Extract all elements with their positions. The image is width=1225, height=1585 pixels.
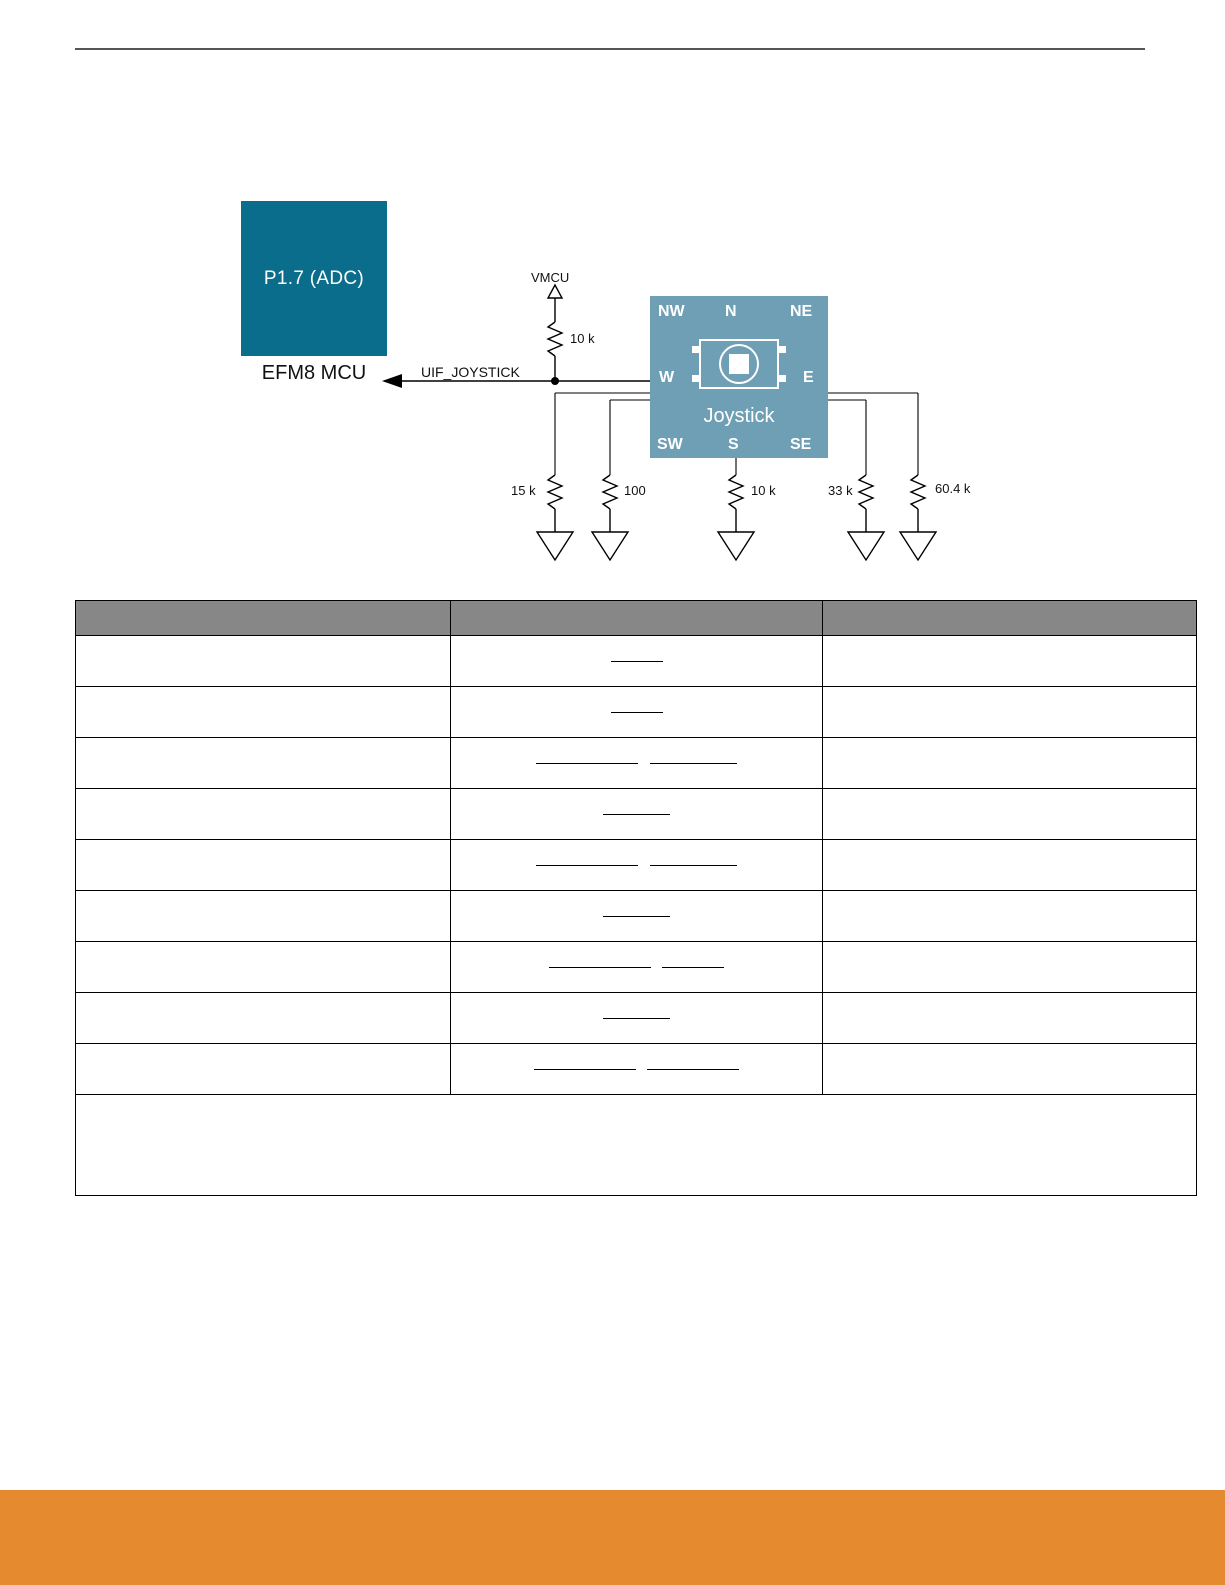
row-label [76,891,451,942]
resistor-value-w: 100 [624,483,646,498]
mcu-caption: EFM8 MCU [261,362,367,384]
net-label-vmcu: VMCU [531,270,570,285]
joystick-voltage-table [75,600,1197,1196]
row-label [76,993,451,1044]
fraction [603,799,670,830]
table-row [76,636,1197,687]
net-label-uif-joystick: UIF_JOYSTICK [421,364,520,380]
row-value [823,687,1197,738]
table-row [76,738,1197,789]
row-value [823,738,1197,789]
table-row [76,891,1197,942]
table-header-cell-2 [451,601,823,636]
table-row [76,1044,1197,1095]
row-value [823,942,1197,993]
header-rule [75,48,1145,50]
joystick-label-w: W [659,369,675,386]
row-label [76,840,451,891]
row-label [76,942,451,993]
joystick-label-ne: NE [790,303,813,320]
resistor-value-se: 60.4 k [935,481,971,496]
row-formula [451,687,823,738]
table-row [76,687,1197,738]
fraction [603,1003,670,1034]
row-formula [451,789,823,840]
table-header-row [76,601,1197,636]
row-formula [451,636,823,687]
row-value [823,1044,1197,1095]
table-header-cell-1 [76,601,451,636]
row-value [823,636,1197,687]
row-value [823,993,1197,1044]
footer-band [0,1490,1225,1585]
row-label [76,738,451,789]
mcu-pin-label: P1.7 (ADC) [263,268,365,289]
joystick-schematic-figure [0,100,1225,500]
fraction [536,748,638,779]
row-label [76,789,451,840]
fraction-second [650,748,737,779]
fraction [611,646,663,677]
row-value [823,840,1197,891]
fraction [534,1054,636,1085]
table-header-cell-3 [823,601,1197,636]
joystick-label-sw: SW [657,436,683,453]
table-note-row [76,1095,1197,1196]
row-value [823,891,1197,942]
row-formula [451,942,823,993]
table-row [76,840,1197,891]
joystick-name: Joystick [703,405,775,427]
fraction [536,850,638,881]
table-row [76,789,1197,840]
table-row [76,993,1197,1044]
row-formula [451,738,823,789]
joystick-label-se: SE [790,436,812,453]
fraction [549,952,651,983]
table-note [76,1095,1197,1196]
fraction-second [647,1054,739,1085]
resistor-value-pullup: 10 k [570,331,595,346]
schematic-wires [0,100,1225,600]
resistor-value-sw: 10 k [751,483,776,498]
row-formula [451,891,823,942]
row-formula [451,993,823,1044]
fraction [611,697,663,728]
row-value [823,789,1197,840]
fraction [603,901,670,932]
row-formula [451,840,823,891]
row-formula [451,1044,823,1095]
resistor-value-s: 33 k [828,483,853,498]
joystick-label-e: E [803,369,814,386]
fraction-second [662,952,724,983]
row-label [76,636,451,687]
joystick-label-s: S [728,436,739,453]
resistor-value-nw: 15 k [511,483,536,498]
joystick-label-n: N [725,303,737,320]
row-label [76,1044,451,1095]
row-label [76,687,451,738]
joystick-label-nw: NW [658,303,685,320]
table-row [76,942,1197,993]
fraction-second [650,850,737,881]
